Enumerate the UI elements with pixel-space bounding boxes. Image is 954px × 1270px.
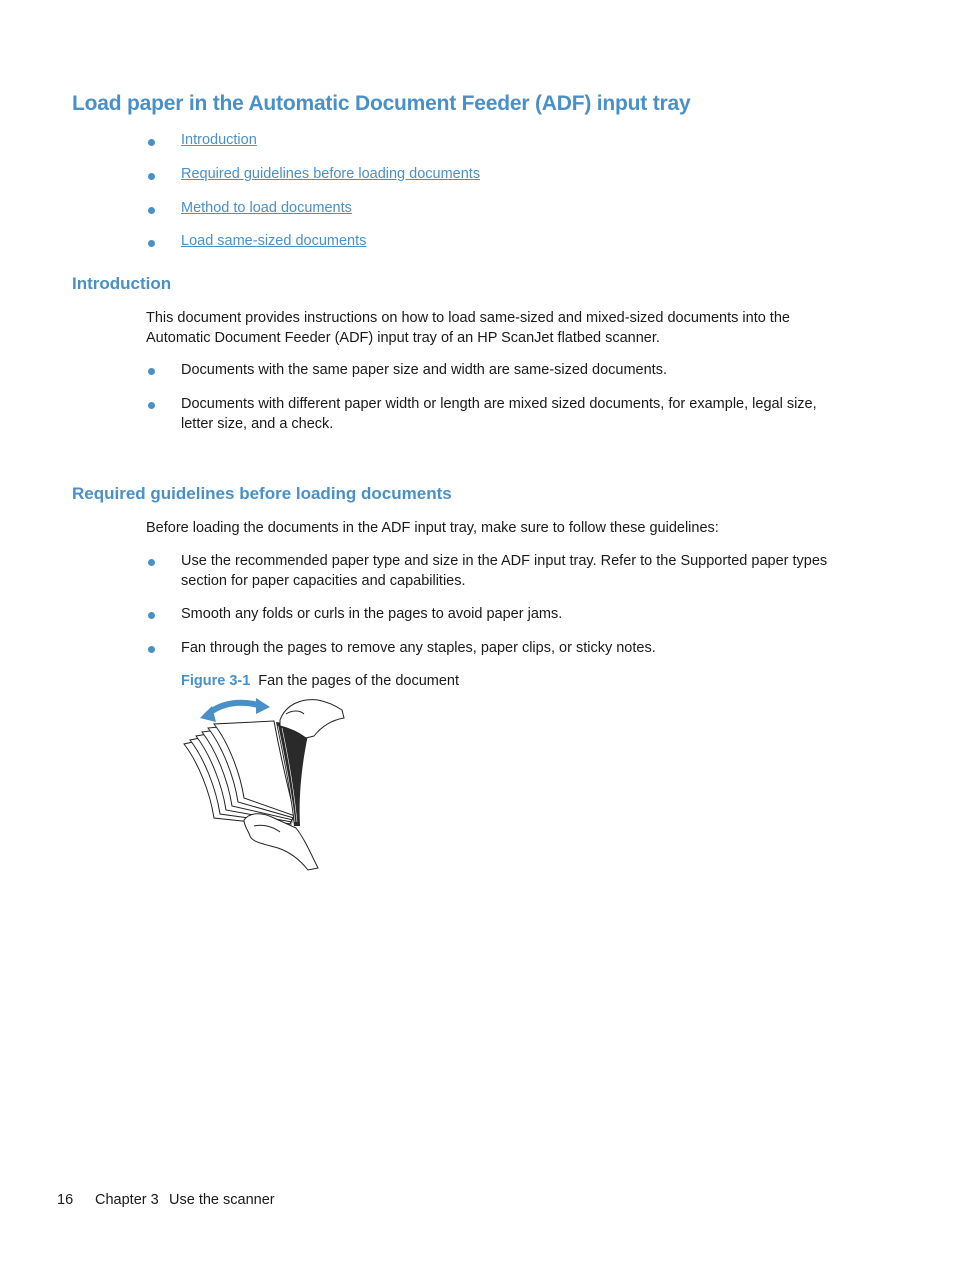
toc-link-method-to-load[interactable]: Method to load documents [181,200,352,216]
bullet-icon [146,400,156,410]
bullet-icon [146,137,156,147]
page-title: Load paper in the Automatic Document Feeder (ADF) input tray [72,92,691,115]
footer-chapter: Chapter 3 [95,1192,159,1208]
guidelines-bullet-item: Use the recommended paper type and size in the ADF input tray. Refer to the Supported paper types section for paper capacities and capabilities. [181,553,828,589]
intro-paragraph-line: Automatic Document Feeder (ADF) input tray of an HP ScanJet flatbed scanner. [146,329,660,346]
intro-bullet-item: Documents with the same paper size and width are same-sized documents. [181,362,667,378]
fan-pages-illustration [178,692,348,872]
section-heading-introduction: Introduction [72,274,172,293]
footer-page-number: 16 [57,1192,74,1208]
bullet-icon [146,366,156,376]
figure-label: Figure 3-1 [181,673,251,689]
bullet-icon [146,644,156,654]
figure-caption [181,673,459,689]
bottom-hand-icon [244,814,318,870]
section-heading-required-guidelines: Required guidelines before loading documents [72,484,452,503]
bullet-icon [146,610,156,620]
bullet-icon [146,557,156,567]
guidelines-bullet-item: Fan through the pages to remove any staples, paper clips, or sticky notes. [181,640,656,656]
guidelines-lead-paragraph: Before loading the documents in the ADF input tray, make sure to follow these guidelines: [146,520,719,536]
toc-link-load-same-sized[interactable]: Load same-sized documents [181,233,367,249]
intro-bullet-item: Documents with different paper width or length are mixed sized documents, for example, legal size, letter size, and a check. [181,396,817,432]
figure-caption-text: Fan the pages of the document [258,673,460,689]
bullet-icon [146,171,156,181]
footer-chapter-title: Use the scanner [169,1192,275,1208]
toc-link-introduction[interactable]: Introduction [181,132,257,148]
intro-paragraph [146,309,846,348]
toc-link-required-guidelines[interactable]: Required guidelines before loading documents [181,166,481,182]
intro-paragraph-line: This document provides instructions on how to load same-sized and mixed-sized documents into the [146,310,790,326]
fan-arrow-icon [200,698,270,722]
bullet-icon [146,238,156,248]
guidelines-bullet-item: Smooth any folds or curls in the pages to avoid paper jams. [181,606,563,622]
bullet-icon [146,205,156,215]
